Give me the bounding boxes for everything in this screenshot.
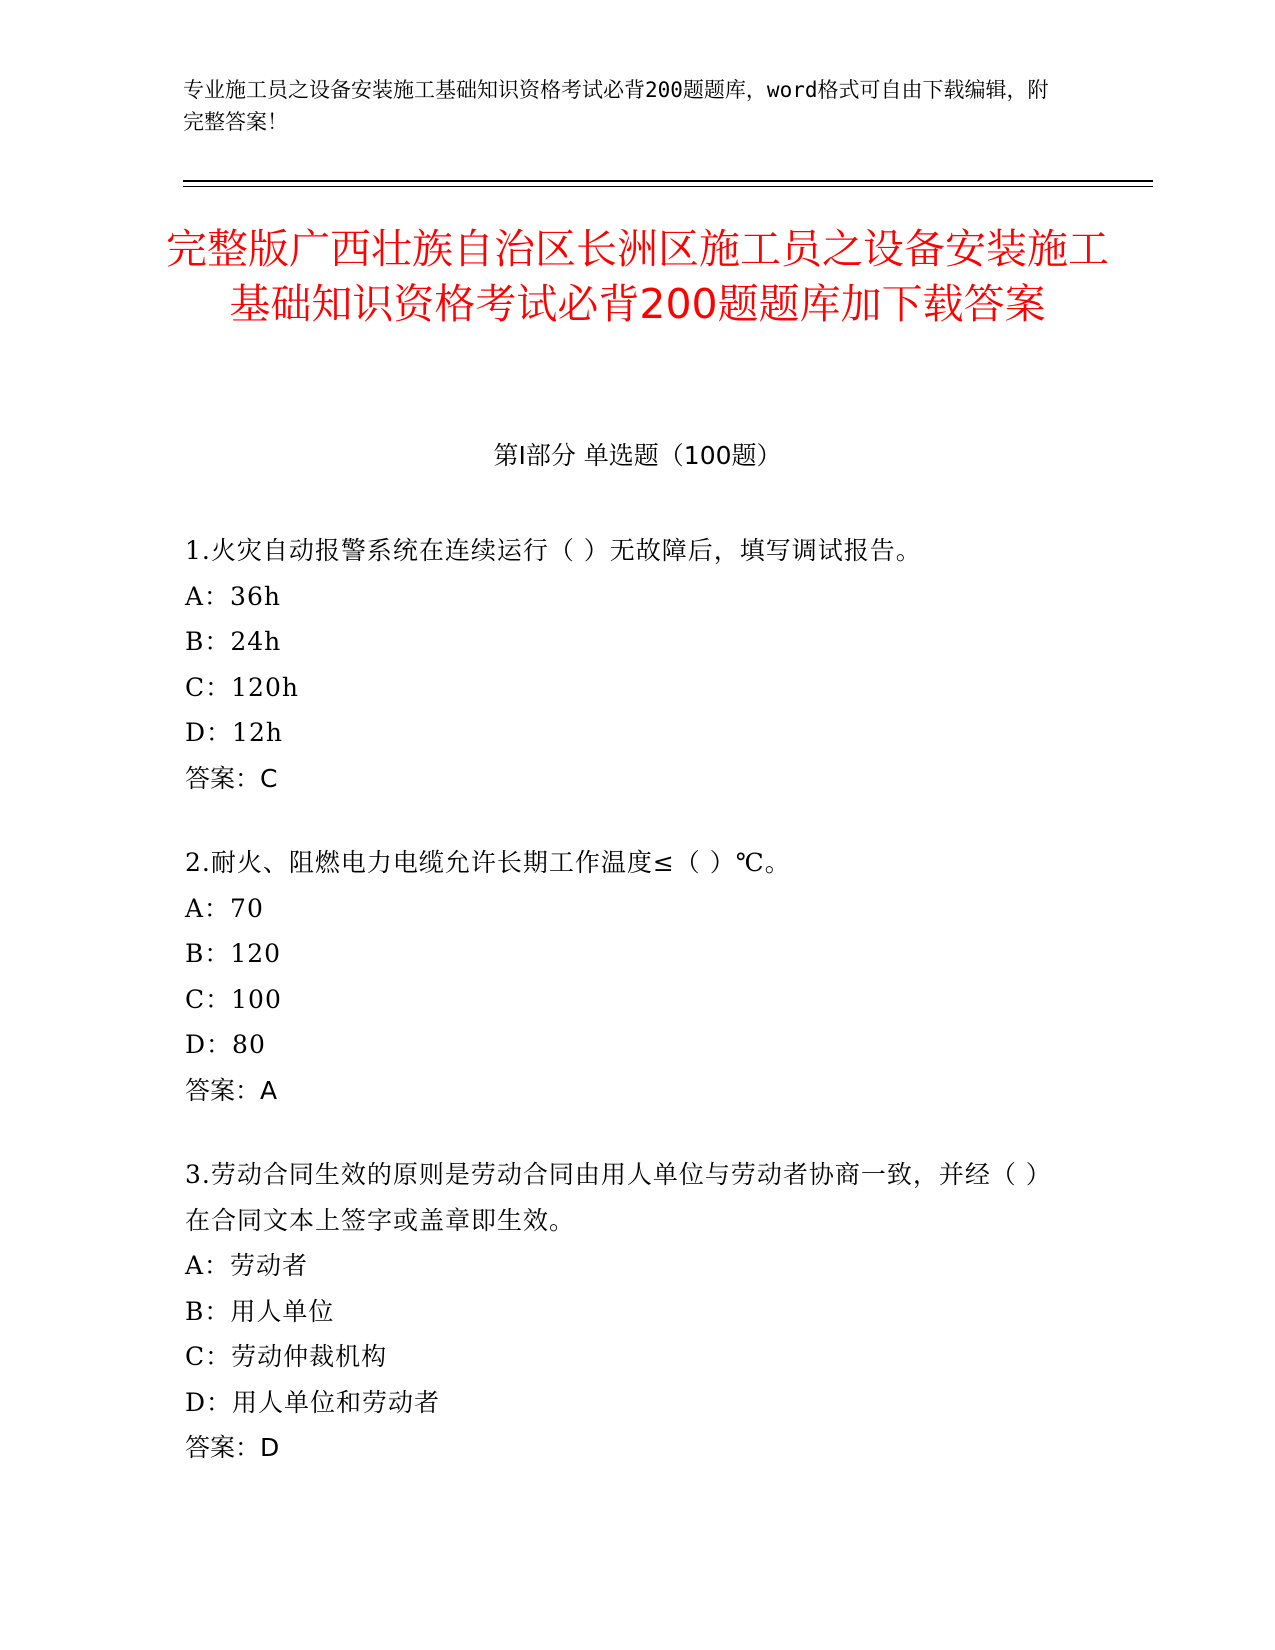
option-d: D：12h — [185, 718, 283, 747]
option-a: A：36h — [185, 581, 281, 611]
question-2 — [185, 840, 1075, 1113]
question-stem: 2.耐火、阻燃电力电缆允许长期工作温度≤（ ）℃。 — [185, 848, 791, 877]
option-c: C：120h — [185, 672, 299, 702]
document-title: 完整版广西壮族自治区长洲区施工员之设备安装施工基础知识资格考试必背200题题库加下载答案 — [166, 225, 1109, 328]
header-divider-thick — [183, 180, 1153, 182]
option-a: A：劳动者 — [185, 1251, 309, 1280]
option-b: B：用人单位 — [185, 1296, 335, 1326]
option-b: B：120 — [185, 939, 282, 968]
option-a: A：70 — [185, 893, 264, 923]
header-divider-thin — [183, 186, 1153, 187]
option-c: C：劳动仲裁机构 — [185, 1342, 388, 1371]
question-3 — [185, 1152, 1075, 1471]
header-note: 专业施工员之设备安装施工基础知识资格考试必背200题题库，word格式可自由下载编辑，附完整答案！ — [183, 78, 1049, 134]
question-1 — [185, 528, 1075, 801]
question-list — [185, 528, 1075, 1510]
answer: 答案：A — [185, 1075, 278, 1105]
option-b: B：24h — [185, 627, 282, 656]
section-heading: 第Ⅰ部分 单选题（100题） — [493, 441, 782, 470]
question-stem: 3.劳动合同生效的原则是劳动合同由用人单位与劳动者协商一致，并经（ ）在合同文本上签字或盖章即生效。 — [185, 1160, 1052, 1235]
option-c: C：100 — [185, 984, 282, 1014]
answer: 答案：D — [185, 1433, 280, 1462]
question-stem: 1.火灾自动报警系统在连续运行（ ）无故障后，填写调试报告。 — [185, 536, 922, 565]
option-d: D：80 — [185, 1030, 266, 1059]
option-d: D：用人单位和劳动者 — [185, 1387, 441, 1417]
answer: 答案：C — [185, 763, 278, 793]
